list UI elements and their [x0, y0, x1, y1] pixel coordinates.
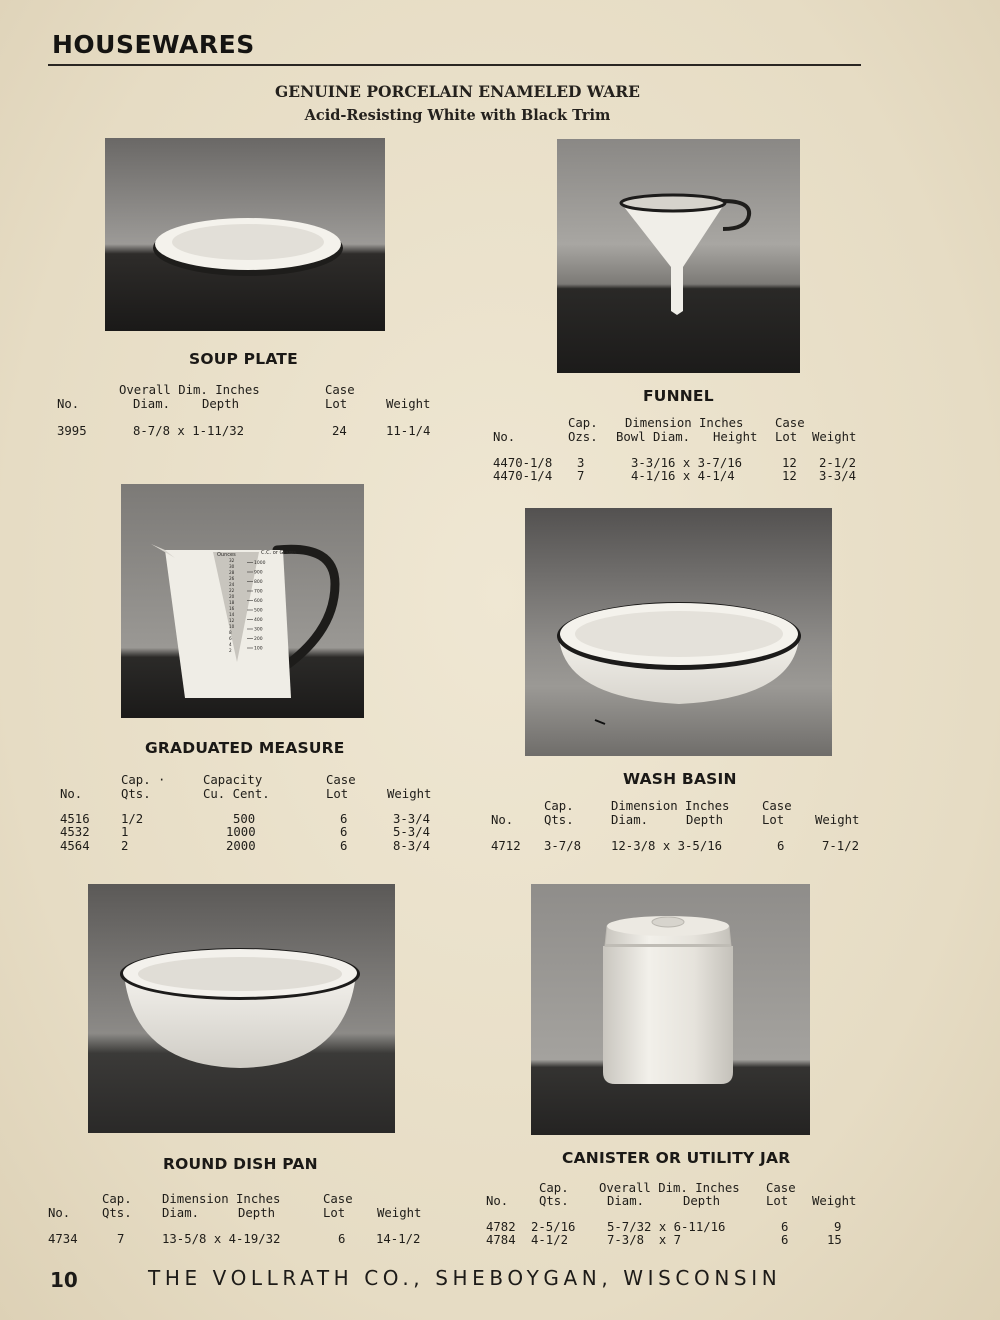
row2-no: 4784 [486, 1233, 516, 1247]
header-weight: Weight [377, 1206, 422, 1220]
header-cap: Cap. [539, 1181, 569, 1195]
header-depth: Depth [683, 1194, 721, 1208]
cc-mark: 100 [254, 646, 263, 652]
ounce-mark: 28 [229, 570, 235, 575]
header-cap: Cap. · [121, 773, 166, 787]
row-weight: 7-1/2 [822, 839, 860, 853]
header-dimension: Dimension Inches [611, 799, 730, 813]
header-weight: Weight [812, 430, 857, 444]
header-diam: Diam. [162, 1206, 200, 1220]
header-weight: Weight [812, 1194, 857, 1208]
header-overall-dim: Overall Dim. Inches [599, 1181, 740, 1195]
ounce-mark: 12 [229, 618, 235, 623]
header-qts: Qts. [544, 813, 574, 827]
row-lot: 6 [777, 839, 785, 853]
header-capacity: Capacity [203, 773, 263, 787]
header-lot: Lot [323, 1206, 346, 1220]
header-case: Case [766, 1181, 796, 1195]
ounce-mark: 18 [229, 600, 235, 605]
wash-basin-photo [525, 508, 832, 756]
row3-lot: 6 [340, 839, 348, 853]
row2-capacity: 1000 [226, 825, 256, 839]
row2-lot: 6 [781, 1233, 789, 1247]
row2-lot: 6 [340, 825, 348, 839]
header-diam: Diam. [607, 1194, 645, 1208]
header-bowl-diam: Bowl Diam. [616, 430, 691, 444]
header-depth: Depth [202, 397, 240, 411]
canister-photo [531, 884, 810, 1135]
funnel-photo [557, 139, 800, 373]
row2-dims: 7-3/8 x 7 [607, 1233, 682, 1247]
header-diam: Diam. [133, 397, 171, 411]
cc-mark: 1000 [254, 561, 266, 566]
row1-dims: 5-7/32 x 6-11/16 [607, 1220, 726, 1234]
header-qts: Qts. [121, 787, 151, 801]
row2-dims: 4-1/16 x 4-1/4 [631, 469, 735, 483]
row1-weight: 2-1/2 [819, 456, 857, 470]
cc-mark: 900 [254, 570, 263, 576]
header-case: Case [775, 416, 805, 430]
row1-no: 4516 [60, 812, 90, 826]
row-dims: 13-5/8 x 4-19/32 [162, 1232, 281, 1246]
ounce-mark: 16 [229, 606, 235, 611]
header-height: Height [713, 430, 758, 444]
header-no: No. [57, 397, 80, 411]
row-no: 4734 [48, 1232, 78, 1246]
cc-mark: 700 [254, 589, 263, 595]
header-lot: Lot [325, 397, 348, 411]
canister-title: CANISTER OR UTILITY JAR [562, 1149, 791, 1167]
row1-weight: 3-3/4 [393, 812, 431, 826]
row3-no: 4564 [60, 839, 90, 853]
subtitle-line1: GENUINE PORCELAIN ENAMELED WARE [275, 82, 640, 101]
header-case: Case [762, 799, 792, 813]
cc-mark: 400 [254, 618, 263, 623]
row-no: 3995 [57, 424, 87, 438]
header-ozs: Ozs. [568, 430, 598, 444]
cc-mark: 500 [254, 608, 263, 614]
row-cap: 3-7/8 [544, 839, 582, 853]
header-no: No. [491, 813, 514, 827]
row1-cap: 3 [577, 456, 585, 470]
header-lot: Lot [766, 1194, 789, 1208]
header-lot: Lot [775, 430, 798, 444]
cc-mark: 300 [254, 627, 263, 633]
page-number: 10 [50, 1268, 78, 1292]
header-case: Case [323, 1192, 353, 1206]
row1-cap: 1/2 [121, 812, 144, 826]
row-dims: 8-7/8 x 1-11/32 [133, 424, 245, 438]
row1-no: 4782 [486, 1220, 516, 1234]
row1-lot: 6 [340, 812, 348, 826]
round-dish-pan-photo [88, 884, 395, 1133]
funnel-title: FUNNEL [643, 387, 714, 405]
ounce-mark: 20 [229, 594, 235, 599]
header-depth: Depth [238, 1206, 276, 1220]
ounce-mark: 10 [229, 624, 235, 629]
row2-no: 4532 [60, 825, 90, 839]
row1-capacity: 500 [233, 812, 256, 826]
header-depth: Depth [686, 813, 724, 827]
row3-weight: 8-3/4 [393, 839, 431, 853]
row2-weight: 5-3/4 [393, 825, 431, 839]
header-lot: Lot [326, 787, 349, 801]
ounce-mark: 32 [229, 558, 235, 563]
header-diam: Diam. [611, 813, 649, 827]
graduated-measure-photo [121, 484, 364, 718]
header-no: No. [486, 1194, 509, 1208]
soup-plate-photo [105, 138, 385, 331]
subtitle-line2: Acid-Resisting White with Black Trim [304, 107, 611, 124]
row3-cap: 2 [121, 839, 129, 853]
wash-basin-title: WASH BASIN [623, 770, 737, 788]
row1-weight: 9 [834, 1220, 842, 1234]
row1-no: 4470-1/8 [493, 456, 553, 470]
header-cu-cent: Cu. Cent. [203, 787, 270, 801]
row-lot: 6 [338, 1232, 346, 1246]
ounce-mark: 4 [229, 642, 232, 647]
header-cap: Cap. [544, 799, 574, 813]
header-qts: Qts. [102, 1206, 132, 1220]
header-weight: Weight [387, 787, 432, 801]
row-weight: 14-1/2 [376, 1232, 421, 1246]
row2-cap: 4-1/2 [531, 1233, 569, 1247]
round-dish-pan-title: ROUND DISH PAN [163, 1155, 318, 1173]
row1-cap: 2-5/16 [531, 1220, 576, 1234]
ounce-mark: 6 [229, 636, 232, 641]
row2-lot: 12 [782, 469, 797, 483]
row1-lot: 6 [781, 1220, 789, 1234]
row1-dims: 3-3/16 x 3-7/16 [631, 456, 743, 470]
row3-capacity: 2000 [226, 839, 256, 853]
header-no: No. [48, 1206, 71, 1220]
row-cap: 7 [117, 1232, 125, 1246]
header-rule [48, 64, 861, 66]
header-case: Case [325, 383, 355, 397]
graduated-measure-title: GRADUATED MEASURE [145, 739, 345, 757]
soup-plate-title: SOUP PLATE [189, 350, 298, 368]
header-lot: Lot [762, 813, 785, 827]
header-dimension: Dimension Inches [625, 416, 744, 430]
row1-lot: 12 [782, 456, 797, 470]
header-case: Case [326, 773, 356, 787]
ounce-mark: 24 [229, 582, 235, 587]
ounce-mark: 30 [229, 564, 235, 569]
row2-weight: 3-3/4 [819, 469, 857, 483]
header-cap: Cap. [102, 1192, 132, 1206]
row2-weight: 15 [827, 1233, 842, 1247]
row-dims: 12-3/8 x 3-5/16 [611, 839, 723, 853]
header-weight: Weight [815, 813, 860, 827]
scale-ounces-label: Ounces [217, 552, 236, 558]
ounce-mark: 26 [229, 576, 235, 581]
ounce-mark: 14 [229, 612, 235, 617]
header-weight: Weight [386, 397, 431, 411]
cc-mark: 200 [254, 637, 263, 642]
ounce-mark: 2 [229, 648, 232, 653]
row-lot: 24 [332, 424, 347, 438]
header-qts: Qts. [539, 1194, 569, 1208]
scale-cc-label: C.C. or Grams [261, 550, 296, 556]
header-dimension: Dimension Inches [162, 1192, 281, 1206]
cc-mark: 600 [254, 599, 263, 604]
row2-cap: 7 [577, 469, 585, 483]
cc-mark: 800 [254, 580, 263, 585]
header-overall-dim: Overall Dim. Inches [119, 383, 260, 397]
header-no: No. [493, 430, 516, 444]
row2-cap: 1 [121, 825, 129, 839]
page-header: HOUSEWARES [52, 30, 255, 59]
row-no: 4712 [491, 839, 521, 853]
company-footer: THE VOLLRATH CO., SHEBOYGAN, WISCONSIN [148, 1266, 782, 1290]
ounce-mark: 8 [229, 630, 232, 635]
header-no: No. [60, 787, 83, 801]
ounce-mark: 22 [229, 588, 235, 593]
row2-no: 4470-1/4 [493, 469, 553, 483]
row-weight: 11-1/4 [386, 424, 431, 438]
header-cap: Cap. [568, 416, 598, 430]
